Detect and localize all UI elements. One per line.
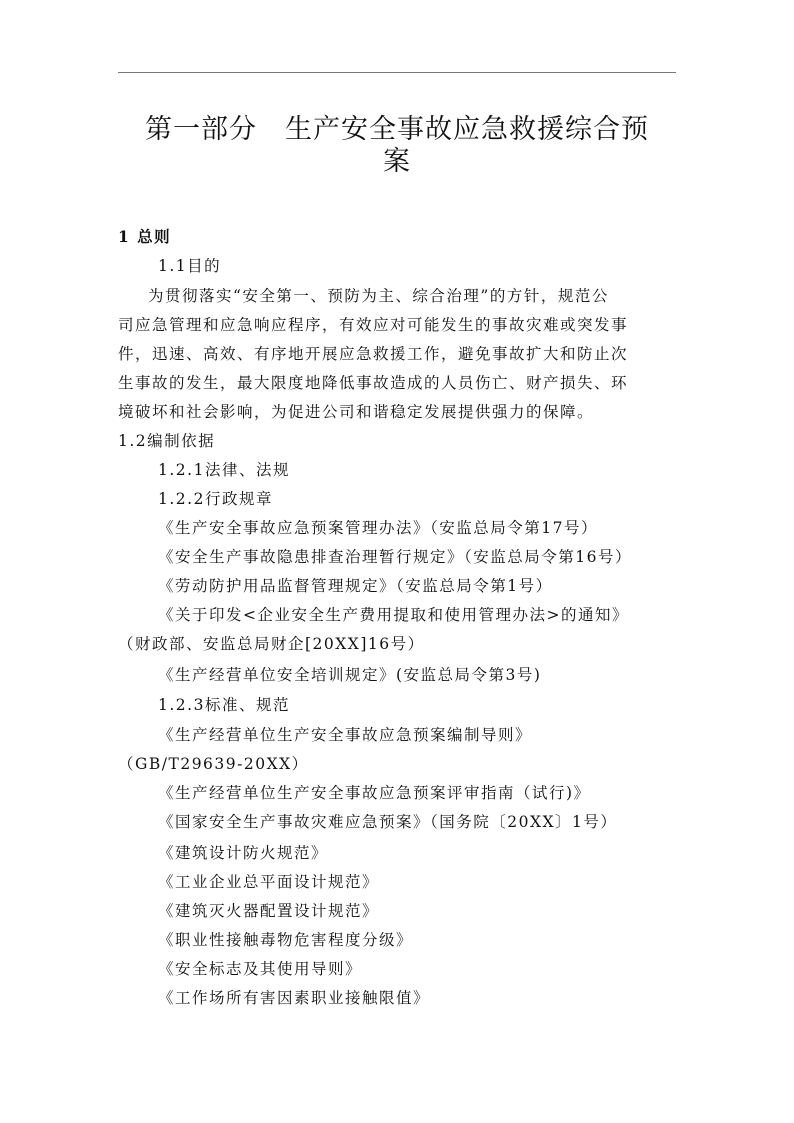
- list-item: 《生产经营单位生产安全事故应急预案评审指南（试行)》: [158, 784, 591, 802]
- list-item: 《安全生产事故隐患排查治理暂行规定》（安监总局令第16号）: [158, 548, 632, 566]
- list-item: 《职业性接触毒物危害程度分级》: [158, 931, 414, 949]
- list-item: 《安全标志及其使用导则》: [158, 960, 363, 978]
- subsection-heading: 1.2编制依据: [118, 432, 216, 450]
- list-item: 《生产经营单位安全培训规定》(安监总局令第3号): [158, 666, 542, 684]
- paragraph-line: 司应急管理和应急响应程序，有效应对可能发生的事故灾难或突发事: [118, 316, 629, 334]
- subsubsection-heading: 1.2.2行政规章: [158, 490, 273, 508]
- list-item: 《生产安全事故应急预案管理办法》（安监总局令第17号）: [158, 519, 598, 537]
- subsubsection-heading: 1.2.3标准、规范: [158, 696, 290, 714]
- list-item-continuation: （财政部、安监总局财企[20XX]16号）: [118, 635, 425, 653]
- subsection-heading: 1.1目的: [158, 257, 222, 275]
- paragraph-line: 为贯彻落实“安全第一、预防为主、综合治理”的方针，规范公: [148, 287, 609, 305]
- list-item: 《劳动防护用品监督管理规定》（安监总局令第1号）: [158, 577, 553, 595]
- list-item: 《国家安全生产事故灾难应急预案》（国务院〔20XX〕1号）: [158, 813, 618, 831]
- subsubsection-heading: 1.2.1法律、法规: [158, 461, 290, 479]
- list-item: 《关于印发<企业安全生产费用提取和使用管理办法>的通知》: [158, 606, 629, 624]
- paragraph-line: 件，迅速、高效、有序地开展应急救援工作，避免事故扩大和防止次: [118, 345, 629, 363]
- list-item: 《工业企业总平面设计规范》: [158, 873, 380, 891]
- document-title-line1: 第一部分 生产安全事故应急救援综合预: [145, 114, 649, 145]
- section-heading: 1 总则: [118, 227, 172, 246]
- paragraph-line: 境破坏和社会影响，为促进公司和谐稳定发展提供强力的保障。: [118, 403, 595, 421]
- header-rule: [118, 72, 676, 73]
- document-title-line2: 案: [383, 146, 411, 177]
- list-item: 《生产经营单位生产安全事故应急预案编制导则》: [158, 726, 533, 744]
- list-item: 《建筑设计防火规范》: [158, 844, 329, 862]
- list-item: 《工作场所有害因素职业接触限值》: [158, 989, 431, 1007]
- paragraph-line: 生事故的发生，最大限度地降低事故造成的人员伤亡、财产损失、环: [118, 374, 629, 392]
- list-item: 《建筑灭火器配置设计规范》: [158, 902, 380, 920]
- list-item-continuation: （GB/T29639-20XX）: [118, 755, 309, 773]
